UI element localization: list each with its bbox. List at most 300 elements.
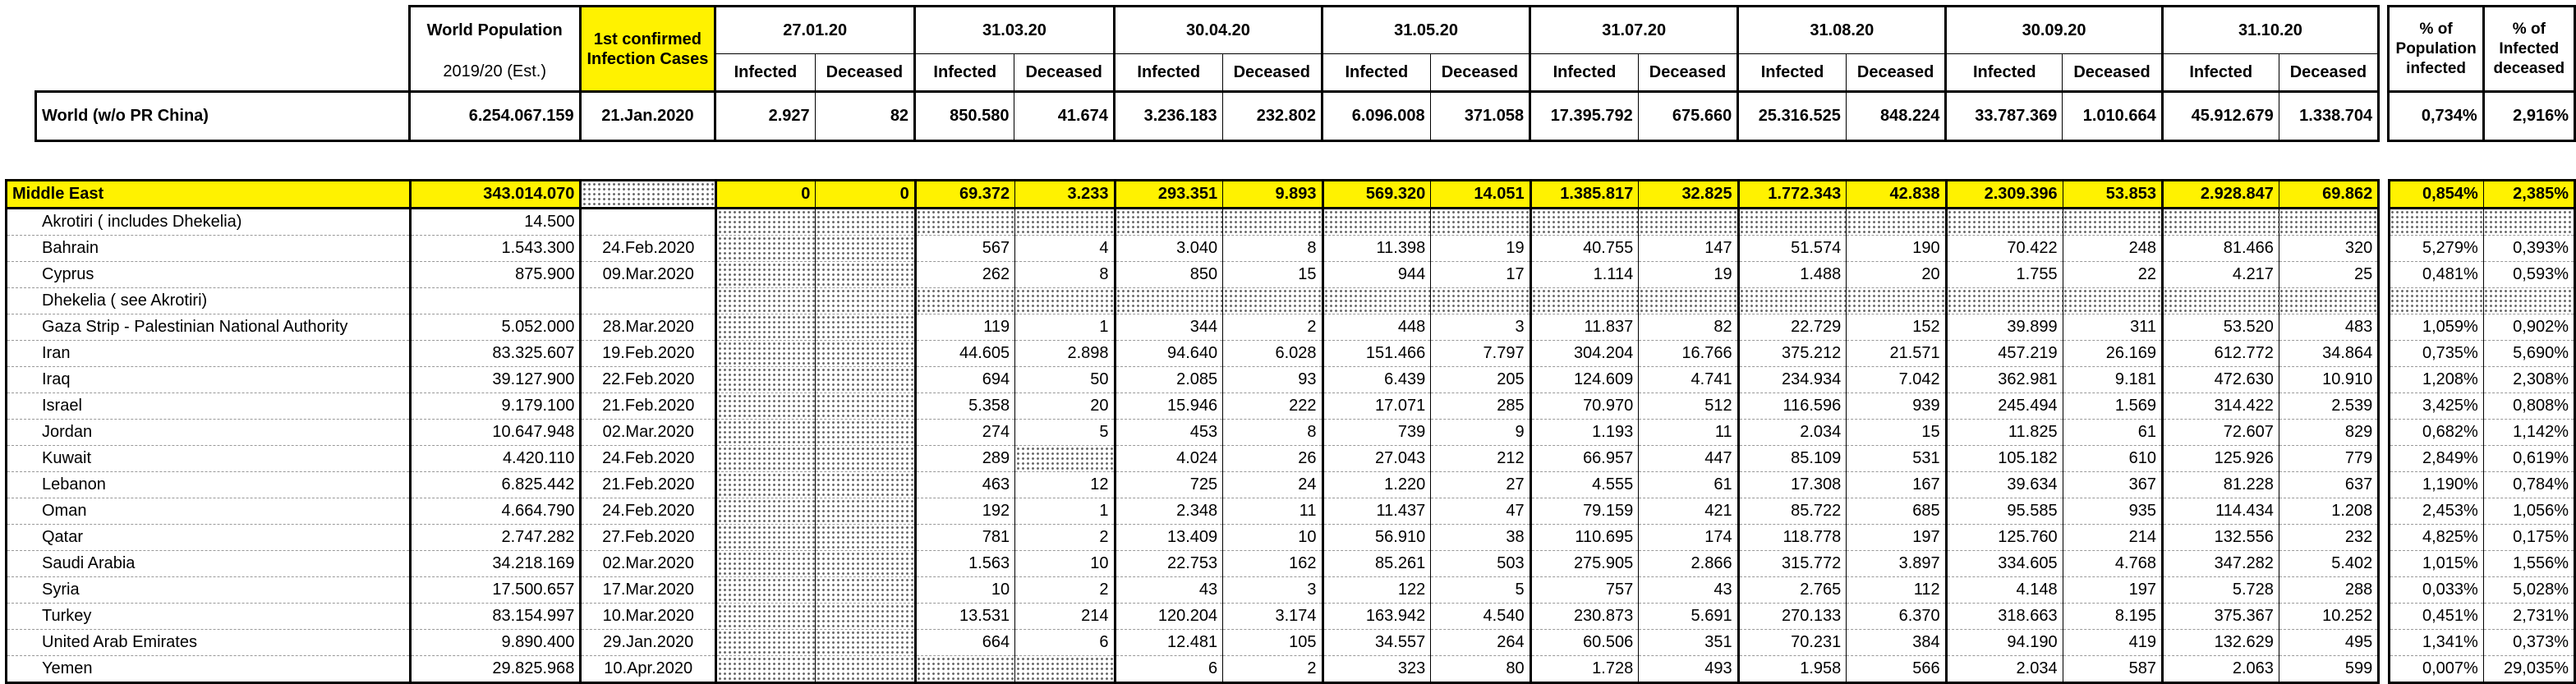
column-gap [2379,209,2389,236]
column-gap [2379,314,2389,341]
header-table [34,5,2576,142]
country-value: 61 [2063,420,2162,446]
country-pct-dec: 0,393% [2483,236,2574,262]
country-value [1015,446,1115,472]
country-value [2162,288,2279,314]
country-value [716,262,816,288]
country-name: Akrotiri ( includes Dhekelia) [7,209,411,236]
date-header-6: 31.08.20 [1738,7,1946,54]
country-value: 21.571 [1847,341,1946,367]
region-value: 1.772.343 [1738,181,1847,209]
date-header-1: 27.01.20 [715,7,915,54]
region-population: 343.014.070 [410,181,581,209]
column-gap [2379,656,2389,683]
country-value: 197 [1847,525,1946,551]
country-value: 81.228 [2162,472,2279,498]
country-value: 421 [1639,498,1738,525]
country-value: 5.691 [1639,604,1738,630]
country-value [1115,209,1223,236]
country-value: 1.488 [1738,262,1847,288]
country-value: 125.760 [1946,525,2063,551]
country-value: 288 [2279,577,2378,604]
country-population: 17.500.657 [410,577,581,604]
country-value [716,288,816,314]
country-value [716,604,816,630]
country-value: 85.261 [1322,551,1431,577]
country-value [716,420,816,446]
infected-header-6: Infected [1738,54,1847,92]
country-value [816,262,915,288]
country-population: 83.325.607 [410,341,581,367]
world-value: 3.236.183 [1114,92,1222,141]
country-pct-pop: 1,059% [2389,314,2483,341]
column-gap [2379,393,2389,420]
country-name: Jordan [7,420,411,446]
country-value: 214 [1015,604,1115,630]
country-value: 212 [1431,446,1530,472]
country-value [1322,209,1431,236]
world-value: 1.338.704 [2279,92,2378,141]
country-value: 43 [1639,577,1738,604]
country-value: 245.494 [1946,393,2063,420]
country-first-case: 19.Feb.2020 [581,341,716,367]
country-value [716,446,816,472]
country-value: 829 [2279,420,2378,446]
country-pct-pop: 1,015% [2389,551,2483,577]
country-value: 10 [1015,551,1115,577]
country-name: Saudi Arabia [7,551,411,577]
country-pct-dec: 0,175% [2483,525,2574,551]
country-value: 15 [1223,262,1322,288]
country-value: 739 [1322,420,1431,446]
country-value [816,446,915,472]
country-pct-pop: 1,208% [2389,367,2483,393]
country-value: 132.629 [2162,630,2279,656]
country-value: 125.926 [2162,446,2279,472]
country-population: 10.647.948 [410,420,581,446]
country-population: 875.900 [410,262,581,288]
column-gap [2379,472,2389,498]
country-value: 7.042 [1847,367,1946,393]
country-name: Gaza Strip - Palestinian National Authority [7,314,411,341]
country-value: 2.898 [1015,341,1115,367]
country-pct-dec: 0,593% [2483,262,2574,288]
country-value: 384 [1847,630,1946,656]
country-pct-pop: 2,453% [2389,498,2483,525]
country-value: 17.071 [1322,393,1431,420]
country-value: 56.910 [1322,525,1431,551]
table-row [7,262,2575,288]
country-value: 174 [1639,525,1738,551]
country-pct-dec: 0,619% [2483,446,2574,472]
country-value: 2.765 [1738,577,1847,604]
pct-pop-line3: infected [2406,59,2467,77]
country-value: 51.574 [1738,236,1847,262]
country-value [1223,288,1322,314]
country-value: 6.028 [1223,341,1322,367]
country-population: 5.052.000 [410,314,581,341]
world-value: 1.010.664 [2063,92,2162,141]
country-value: 3 [1223,577,1322,604]
country-value [816,367,915,393]
country-name: Israel [7,393,411,420]
country-value: 2.348 [1115,498,1223,525]
country-value: 311 [2063,314,2162,341]
country-value [1015,656,1115,683]
country-value: 94.190 [1946,630,2063,656]
country-value [1223,209,1322,236]
country-value: 453 [1115,420,1223,446]
country-value: 757 [1530,577,1639,604]
country-population: 34.218.169 [410,551,581,577]
country-value [915,656,1014,683]
country-value: 4.217 [2162,262,2279,288]
country-value [1847,209,1946,236]
country-value: 781 [915,525,1014,551]
infected-header-4: Infected [1322,54,1431,92]
country-value [816,656,915,683]
country-value: 118.778 [1738,525,1847,551]
region-value: 0 [716,181,816,209]
country-value: 5.728 [2162,577,2279,604]
country-name: Iran [7,341,411,367]
country-value: 112 [1847,577,1946,604]
country-value: 3.897 [1847,551,1946,577]
world-value: 232.802 [1222,92,1322,141]
country-value: 1.958 [1738,656,1847,683]
country-value: 6 [1015,630,1115,656]
country-value [915,209,1014,236]
country-value: 13.531 [915,604,1014,630]
column-gap [2379,446,2389,472]
world-pct-dec: 2,916% [2483,92,2574,141]
country-value: 1.728 [1530,656,1639,683]
country-value [1530,209,1639,236]
country-value: 9 [1431,420,1530,446]
country-pct-pop: 2,849% [2389,446,2483,472]
country-value [716,341,816,367]
pct-infected-header [2483,7,2574,92]
country-value: 472.630 [2162,367,2279,393]
country-value: 610 [2063,446,2162,472]
date-header-5: 31.07.20 [1530,7,1738,54]
country-value: 72.607 [2162,420,2279,446]
country-pct-pop [2389,288,2483,314]
date-header-8: 31.10.20 [2162,7,2378,54]
country-value: 15.946 [1115,393,1223,420]
country-value: 567 [915,236,1014,262]
column-gap [2379,630,2389,656]
country-value: 334.605 [1946,551,2063,577]
country-value [1738,288,1847,314]
region-pct-dec: 2,385% [2483,181,2574,209]
country-value [816,525,915,551]
country-value: 20 [1015,393,1115,420]
country-value: 15 [1847,420,1946,446]
country-population: 39.127.900 [410,367,581,393]
country-pct-pop: 0,481% [2389,262,2483,288]
country-name: United Arab Emirates [7,630,411,656]
country-value: 234.934 [1738,367,1847,393]
country-name: Qatar [7,525,411,551]
country-value: 694 [915,367,1014,393]
country-value: 318.663 [1946,604,2063,630]
country-value: 26.169 [2063,341,2162,367]
deceased-header-3: Deceased [1222,54,1322,92]
country-value: 314.422 [2162,393,2279,420]
date-header-2: 31.03.20 [915,7,1115,54]
country-value: 205 [1431,367,1530,393]
country-value: 34.557 [1322,630,1431,656]
country-value: 367 [2063,472,2162,498]
world-value: 675.660 [1638,92,1737,141]
country-value [716,314,816,341]
country-value [1431,288,1530,314]
country-value: 122 [1322,577,1431,604]
region-value: 9.893 [1223,181,1322,209]
country-value: 44.605 [915,341,1014,367]
country-value: 1 [1015,498,1115,525]
country-value: 167 [1847,472,1946,498]
column-gap [2379,577,2389,604]
country-population: 4.664.790 [410,498,581,525]
infected-header-2: Infected [915,54,1014,92]
country-value: 270.133 [1738,604,1847,630]
country-value: 22.729 [1738,314,1847,341]
country-name: Oman [7,498,411,525]
country-value: 11.398 [1322,236,1431,262]
country-value [716,367,816,393]
country-first-case: 09.Mar.2020 [581,262,716,288]
deceased-header-4: Deceased [1430,54,1530,92]
country-value: 495 [2279,630,2378,656]
country-value: 3.174 [1223,604,1322,630]
pct-inf-line2: Infected [2499,39,2560,57]
country-pct-dec: 5,028% [2483,577,2574,604]
country-pct-dec: 1,056% [2483,498,2574,525]
table-row [7,472,2575,498]
deceased-header-6: Deceased [1846,54,1945,92]
country-pct-pop: 0,033% [2389,577,2483,604]
column-gap [2379,262,2389,288]
country-value [816,341,915,367]
country-pct-pop: 3,425% [2389,393,2483,420]
country-value: 50 [1015,367,1115,393]
pct-pop-line2: Population [2395,39,2477,57]
country-name: Turkey [7,604,411,630]
country-value: 4.741 [1639,367,1738,393]
world-first-case: 21.Jan.2020 [580,92,715,141]
country-value: 351 [1639,630,1738,656]
country-value: 493 [1639,656,1738,683]
country-value: 503 [1431,551,1530,577]
country-value: 419 [2063,630,2162,656]
date-header-7: 30.09.20 [1946,7,2162,54]
country-first-case: 29.Jan.2020 [581,630,716,656]
country-population: 6.825.442 [410,472,581,498]
country-value: 315.772 [1738,551,1847,577]
country-value: 599 [2279,656,2378,683]
column-gap [2379,498,2389,525]
table-row [7,604,2575,630]
country-value [816,236,915,262]
country-value: 81.466 [2162,236,2279,262]
country-value: 944 [1322,262,1431,288]
country-value: 163.942 [1322,604,1431,630]
country-value: 5 [1431,577,1530,604]
world-population: 6.254.067.159 [409,92,580,141]
country-value: 3.040 [1115,236,1223,262]
country-value: 1.114 [1530,262,1639,288]
country-value [1115,288,1223,314]
country-value [816,604,915,630]
column-gap [2379,604,2389,630]
country-value: 10 [915,577,1014,604]
country-pct-pop: 1,190% [2389,472,2483,498]
country-value [1946,209,2063,236]
country-value: 248 [2063,236,2162,262]
country-value: 1.193 [1530,420,1639,446]
country-value: 566 [1847,656,1946,683]
country-value: 20 [1847,262,1946,288]
country-value: 27 [1431,472,1530,498]
table-row [7,446,2575,472]
country-value: 70.970 [1530,393,1639,420]
country-pct-pop: 0,682% [2389,420,2483,446]
country-value: 2.034 [1738,420,1847,446]
country-value: 34.864 [2279,341,2378,367]
country-first-case: 17.Mar.2020 [581,577,716,604]
country-value: 2.063 [2162,656,2279,683]
country-value [2279,209,2378,236]
table-row [7,525,2575,551]
country-value [816,420,915,446]
country-value [1015,288,1115,314]
country-value: 4.148 [1946,577,2063,604]
country-population: 2.747.282 [410,525,581,551]
country-value: 935 [2063,498,2162,525]
country-pct-dec: 0,902% [2483,314,2574,341]
table-row [7,314,2575,341]
country-value: 70.231 [1738,630,1847,656]
column-gap [2379,420,2389,446]
country-pct-pop [2389,209,2483,236]
country-value: 147 [1639,236,1738,262]
country-pct-dec [2483,209,2574,236]
country-value: 11.825 [1946,420,2063,446]
country-value: 2.539 [2279,393,2378,420]
country-value: 531 [1847,446,1946,472]
country-value: 214 [2063,525,2162,551]
country-pct-pop: 1,341% [2389,630,2483,656]
region-value: 569.320 [1322,181,1431,209]
world-value: 41.674 [1014,92,1114,141]
region-value: 69.862 [2279,181,2378,209]
country-value: 11.437 [1322,498,1431,525]
country-value: 5 [1015,420,1115,446]
country-value: 39.899 [1946,314,2063,341]
country-value [816,630,915,656]
country-value: 612.772 [2162,341,2279,367]
column-gap [2379,288,2389,314]
country-value: 375.367 [2162,604,2279,630]
deceased-header-2: Deceased [1014,54,1114,92]
country-value [716,656,816,683]
pct-inf-line3: deceased [2493,59,2565,77]
country-value: 192 [915,498,1014,525]
country-value: 11.837 [1530,314,1639,341]
country-value: 79.159 [1530,498,1639,525]
country-pct-dec: 0,784% [2483,472,2574,498]
country-first-case: 21.Feb.2020 [581,472,716,498]
country-value: 39.634 [1946,472,2063,498]
country-value [1322,288,1431,314]
infected-header-8: Infected [2162,54,2279,92]
table-row [7,288,2575,314]
country-value: 60.506 [1530,630,1639,656]
region-value: 42.838 [1847,181,1946,209]
country-value: 375.212 [1738,341,1847,367]
country-value: 5.402 [2279,551,2378,577]
country-value: 9.181 [2063,367,2162,393]
country-value [816,498,915,525]
deceased-header-7: Deceased [2063,54,2162,92]
country-value: 448 [1322,314,1431,341]
country-population: 1.543.300 [410,236,581,262]
country-value [915,288,1014,314]
region-value: 293.351 [1115,181,1223,209]
country-value [816,288,915,314]
country-value: 17 [1431,262,1530,288]
country-value: 93 [1223,367,1322,393]
country-value [716,472,816,498]
world-pct-pop: 0,734% [2389,92,2483,141]
country-value: 262 [915,262,1014,288]
column-gap [2379,236,2389,262]
country-value: 1.220 [1322,472,1431,498]
infected-header-7: Infected [1946,54,2063,92]
column-gap [2379,341,2389,367]
table-row [7,656,2575,683]
country-value: 82 [1639,314,1738,341]
region-value: 32.825 [1639,181,1738,209]
country-first-case [581,209,716,236]
country-name: Cyprus [7,262,411,288]
country-pct-dec: 0,808% [2483,393,2574,420]
country-value [716,236,816,262]
world-value: 25.316.525 [1738,92,1847,141]
column-gap [2379,551,2389,577]
world-value: 6.096.008 [1322,92,1431,141]
country-value: 5.358 [915,393,1014,420]
country-value: 116.596 [1738,393,1847,420]
country-value: 2 [1223,656,1322,683]
country-value: 66.957 [1530,446,1639,472]
region-label: Middle East [7,181,411,209]
country-value: 222 [1223,393,1322,420]
country-first-case: 24.Feb.2020 [581,446,716,472]
country-value: 4 [1015,236,1115,262]
country-value: 1.755 [1946,262,2063,288]
country-value: 152 [1847,314,1946,341]
country-pct-dec: 1,556% [2483,551,2574,577]
country-value: 151.466 [1322,341,1431,367]
country-pct-dec: 2,731% [2483,604,2574,630]
deceased-header-8: Deceased [2279,54,2378,92]
infected-header-1: Infected [715,54,815,92]
country-value: 850 [1115,262,1223,288]
country-value: 70.422 [1946,236,2063,262]
